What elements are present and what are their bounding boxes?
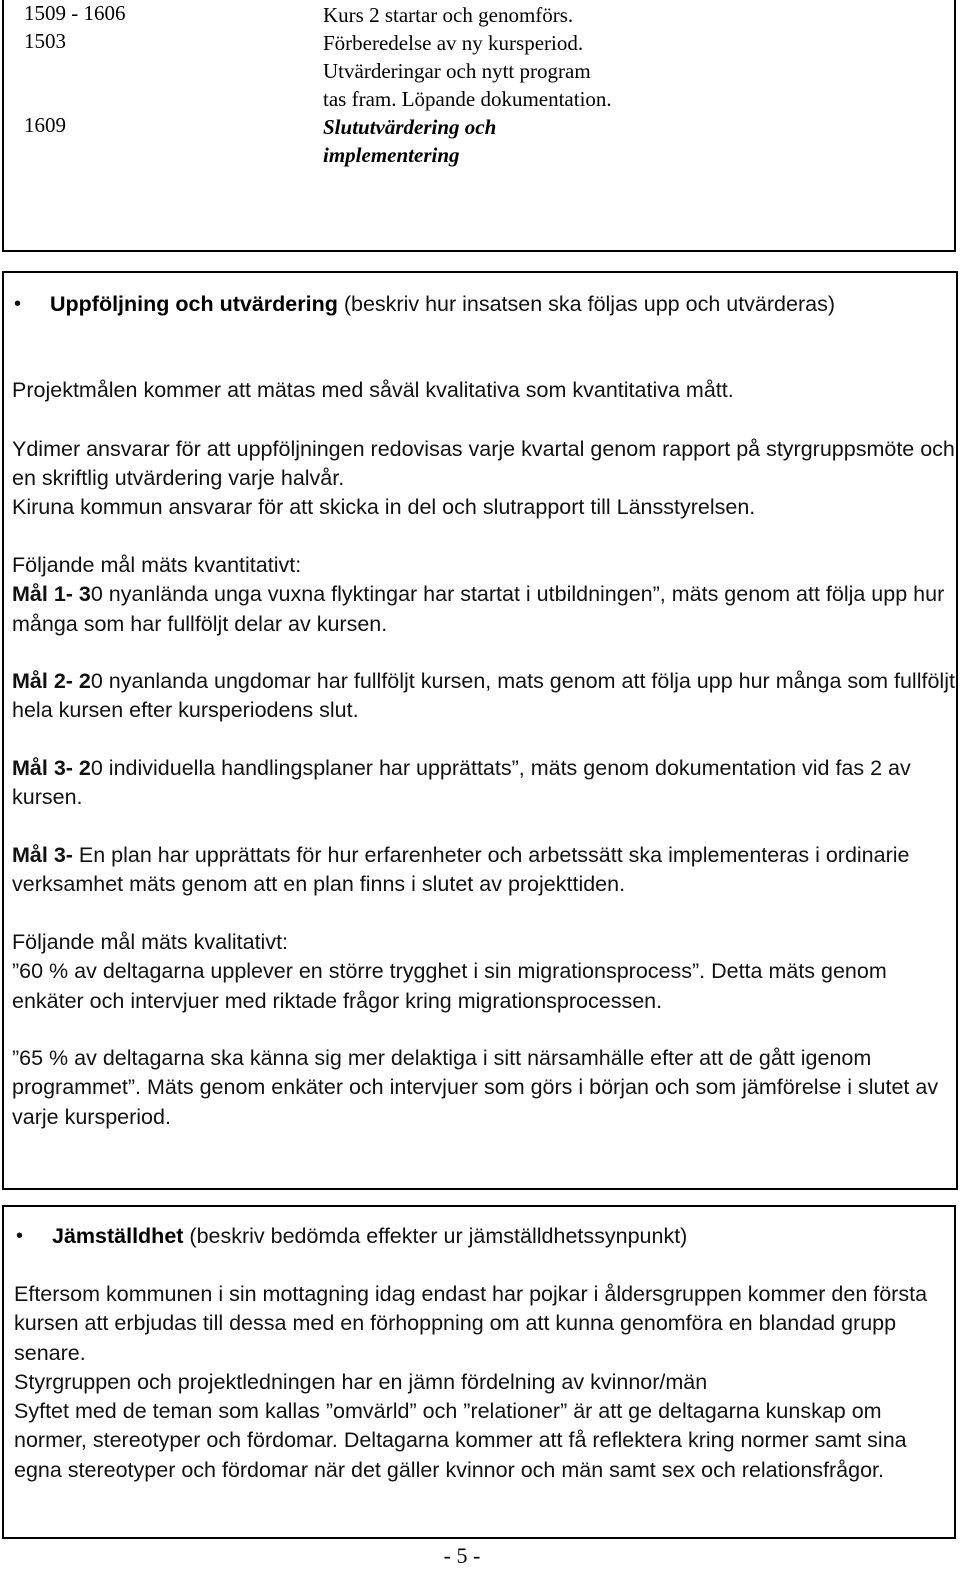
quantitative-heading: Följande mål mäts kvantitativt: xyxy=(12,553,302,577)
schedule-date: 1509 - 1606 xyxy=(24,1,126,25)
schedule-date: 1503 xyxy=(24,29,66,53)
bullet-icon: • xyxy=(14,293,22,315)
schedule-line: Förberedelse av ny kursperiod. xyxy=(323,31,584,55)
equality-text xyxy=(14,1280,959,1485)
qualitative-goal: ”60 % av deltagarna upplever en större trygghet i sin migrationsprocess”. Detta mäts genom enkäter och intervjuer med riktade frågor kring migrationsprocessen. xyxy=(12,959,887,1013)
schedule-text xyxy=(323,113,496,169)
qualitative-goal: ”65 % av deltagarna ska känna sig mer delaktiga i sitt närsamhälle efter att de gått igenom programmet”. Mäts genom enkäter och intervjuer som görs i början och som jämförelse i slutet av varje kursperiod. xyxy=(12,1046,939,1129)
heading-description: (beskriv bedömda effekter ur jämställdhetssynpunkt) xyxy=(183,1224,688,1248)
heading-bold: Jämställdhet xyxy=(52,1224,184,1248)
qualitative-heading: Följande mål mäts kvalitativt: xyxy=(12,930,289,954)
goal-label: Mål 1- 3 xyxy=(12,582,91,607)
paragraph-ydimer: Ydimer ansvarar för att uppföljningen redovisas varje kvartal genom rapport på styrgruppsmöte och en skriftlig utvärdering varje halvår. xyxy=(12,437,955,491)
goals-quantitative xyxy=(12,551,957,639)
schedule-text xyxy=(323,1,573,29)
goal-text: 0 individuella handlingsplaner har upprättats”, mäts genom dokumentation vid fas 2 av kursen. xyxy=(12,756,911,810)
page-number: - 5 - xyxy=(443,1543,481,1568)
goal-label: Mål 2- 2 xyxy=(12,669,91,693)
schedule-box xyxy=(2,0,956,252)
goal-item xyxy=(12,580,957,639)
schedule-line: Utvärderingar och nytt program xyxy=(323,59,591,83)
goal-item xyxy=(12,667,957,726)
section-heading xyxy=(16,1221,916,1251)
bullet-icon: • xyxy=(16,1225,24,1247)
schedule-text xyxy=(323,29,612,113)
goals-qualitative xyxy=(12,928,957,1016)
goal-text: 0 nyanlanda ungdomar har fullföljt kursen, mats genom att följa upp hur många som fullföljt hela kursen efter kursperiodens slut. xyxy=(12,669,955,723)
followup-section xyxy=(2,271,958,1190)
schedule-date: 1609 xyxy=(24,113,66,137)
paragraph-intro: Projektmålen kommer att mätas med såväl kvalitativa som kvantitativa mått. xyxy=(12,378,734,402)
goal-item xyxy=(12,841,957,900)
goal-text: En plan har upprättats för hur erfarenheter och arbetssätt ska implementeras i ordinarie verksamhet mäts genom att en plan finns i slutet av projekttiden. xyxy=(12,843,910,897)
goal-text: 0 nyanlända unga vuxna flyktingar har startat i utbildningen”, mäts genom att följa upp hur många som har fullföljt delar av kursen. xyxy=(12,582,945,636)
heading-bold: Uppföljning och utvärdering xyxy=(50,292,338,316)
goal-label: Mål 3- 2 xyxy=(12,756,91,780)
schedule-line: Slututvärdering och xyxy=(323,115,497,139)
schedule-line: tas fram. Löpande dokumentation. xyxy=(323,87,612,111)
schedule-line: Kurs 2 startar och genomförs. xyxy=(323,3,574,27)
paragraph-kiruna: Kiruna kommun ansvarar för att skicka in del och slutrapport till Länsstyrelsen. xyxy=(12,495,756,519)
equality-section xyxy=(2,1205,956,1539)
paragraph: Syftet med de teman som kallas ”omvärld” och ”relationer” är att ge deltagarna kunskap om normer, stereotyper och fördomar. Deltagarna kommer att få reflektera kring normer samt sina egna stereotyper och fördomar när det gäller kvinnor och män samt sex och relationsfrågor. xyxy=(14,1399,907,1482)
paragraph: Styrgruppen och projektledningen har en jämn fördelning av kvinnor/män xyxy=(14,1369,708,1394)
goal-item xyxy=(12,754,957,813)
goal-label: Mål 3- xyxy=(12,843,79,867)
section-heading xyxy=(14,289,914,319)
schedule-line: implementering xyxy=(323,143,460,167)
heading-description: (beskriv hur insatsen ska följas upp och utvärderas) xyxy=(337,292,835,316)
paragraph: Eftersom kommunen i sin mottagning idag endast har pojkar i åldersgruppen kommer den första kursen att erbjudas till dessa med en förhoppning om att kunna genomföra en blandad grupp senare. xyxy=(14,1282,928,1365)
